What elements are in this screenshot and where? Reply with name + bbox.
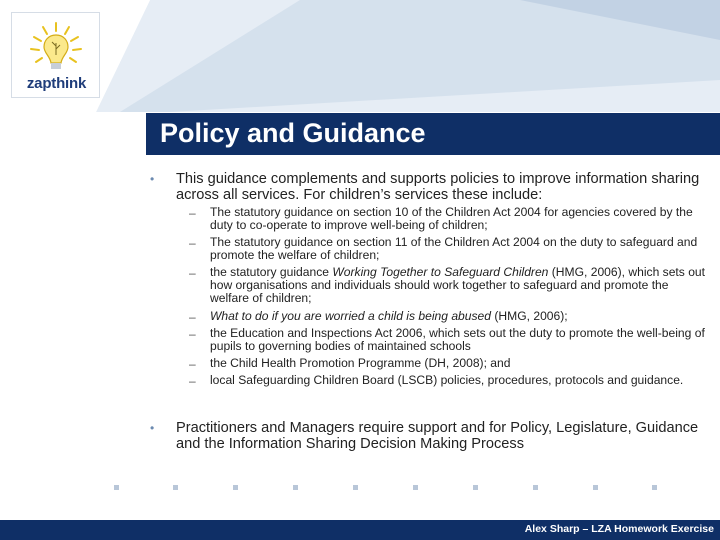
zapthink-logo (11, 12, 100, 98)
bullet-1-marker: • (150, 172, 155, 186)
sub-item-7-dash: – (189, 374, 196, 388)
sub-item-4-title: What to do if you are worried a child is being abused (210, 309, 492, 323)
bullet-1-text: This guidance complements and supports policies to improve information sharing across all services. For children’s services these include: (176, 171, 700, 203)
sub-item-5-dash: – (189, 327, 196, 341)
sub-item-2-dash: – (189, 236, 196, 250)
decorative-square (353, 485, 358, 490)
sub-item-7: local Safeguarding Children Board (LSCB) policies, procedures, protocols and guidance. (210, 373, 684, 387)
page-title: Policy and Guidance (160, 118, 426, 148)
sub-item-1-dash: – (189, 206, 196, 220)
sub-item-6-dash: – (189, 357, 196, 371)
sub-item-1: The statutory guidance on section 10 of the Children Act 2004 for agencies covered by the duty to co-operate to improve well-being of children; (210, 205, 693, 232)
sub-item-5: the Education and Inspections Act 2006, which sets out the duty to promote the well-being of pupils to governing bodies of maintained schools (210, 326, 705, 353)
decorative-square (593, 485, 598, 490)
logo-suffix: think (51, 75, 87, 92)
sub-item-4-dash: – (189, 310, 196, 324)
decorative-square (533, 485, 538, 490)
sub-item-6: the Child Health Promotion Programme (DH, 2008); and (210, 356, 511, 370)
sub-item-3-title: Working Together to Safeguard Children (332, 265, 549, 279)
sub-item-2: The statutory guidance on section 11 of the Children Act 2004 on the duty to safeguard and promote the welfare of children; (210, 235, 698, 262)
sub-item-3-dash: – (189, 266, 196, 280)
decorative-square (293, 485, 298, 490)
sub-item-3-post: (HMG, 2006), which sets out how organisations and individuals should work together to safeguard and promote the welfare of children; (210, 265, 706, 305)
logo-prefix: zap (26, 75, 52, 92)
sub-item-4 (210, 310, 706, 323)
decorative-square (114, 485, 119, 490)
footer-text: Alex Sharp – LZA Homework Exercise (524, 523, 714, 535)
sub-item-3-pre: the statutory guidance (210, 265, 333, 279)
logo-wordmark (12, 75, 101, 92)
decorative-square (652, 485, 657, 490)
decorative-square (413, 485, 418, 490)
sub-item-3 (210, 266, 706, 305)
sub-item-4-post: (HMG, 2006); (491, 309, 568, 323)
decorative-square (473, 485, 478, 490)
bullet-2-text: Practitioners and Managers require support and for Policy, Legislature, Guidance and the Information Sharing Decision Making Process (176, 420, 699, 452)
bullet-2-marker: • (150, 421, 155, 435)
decorative-square (233, 485, 238, 490)
decorative-square (173, 485, 178, 490)
